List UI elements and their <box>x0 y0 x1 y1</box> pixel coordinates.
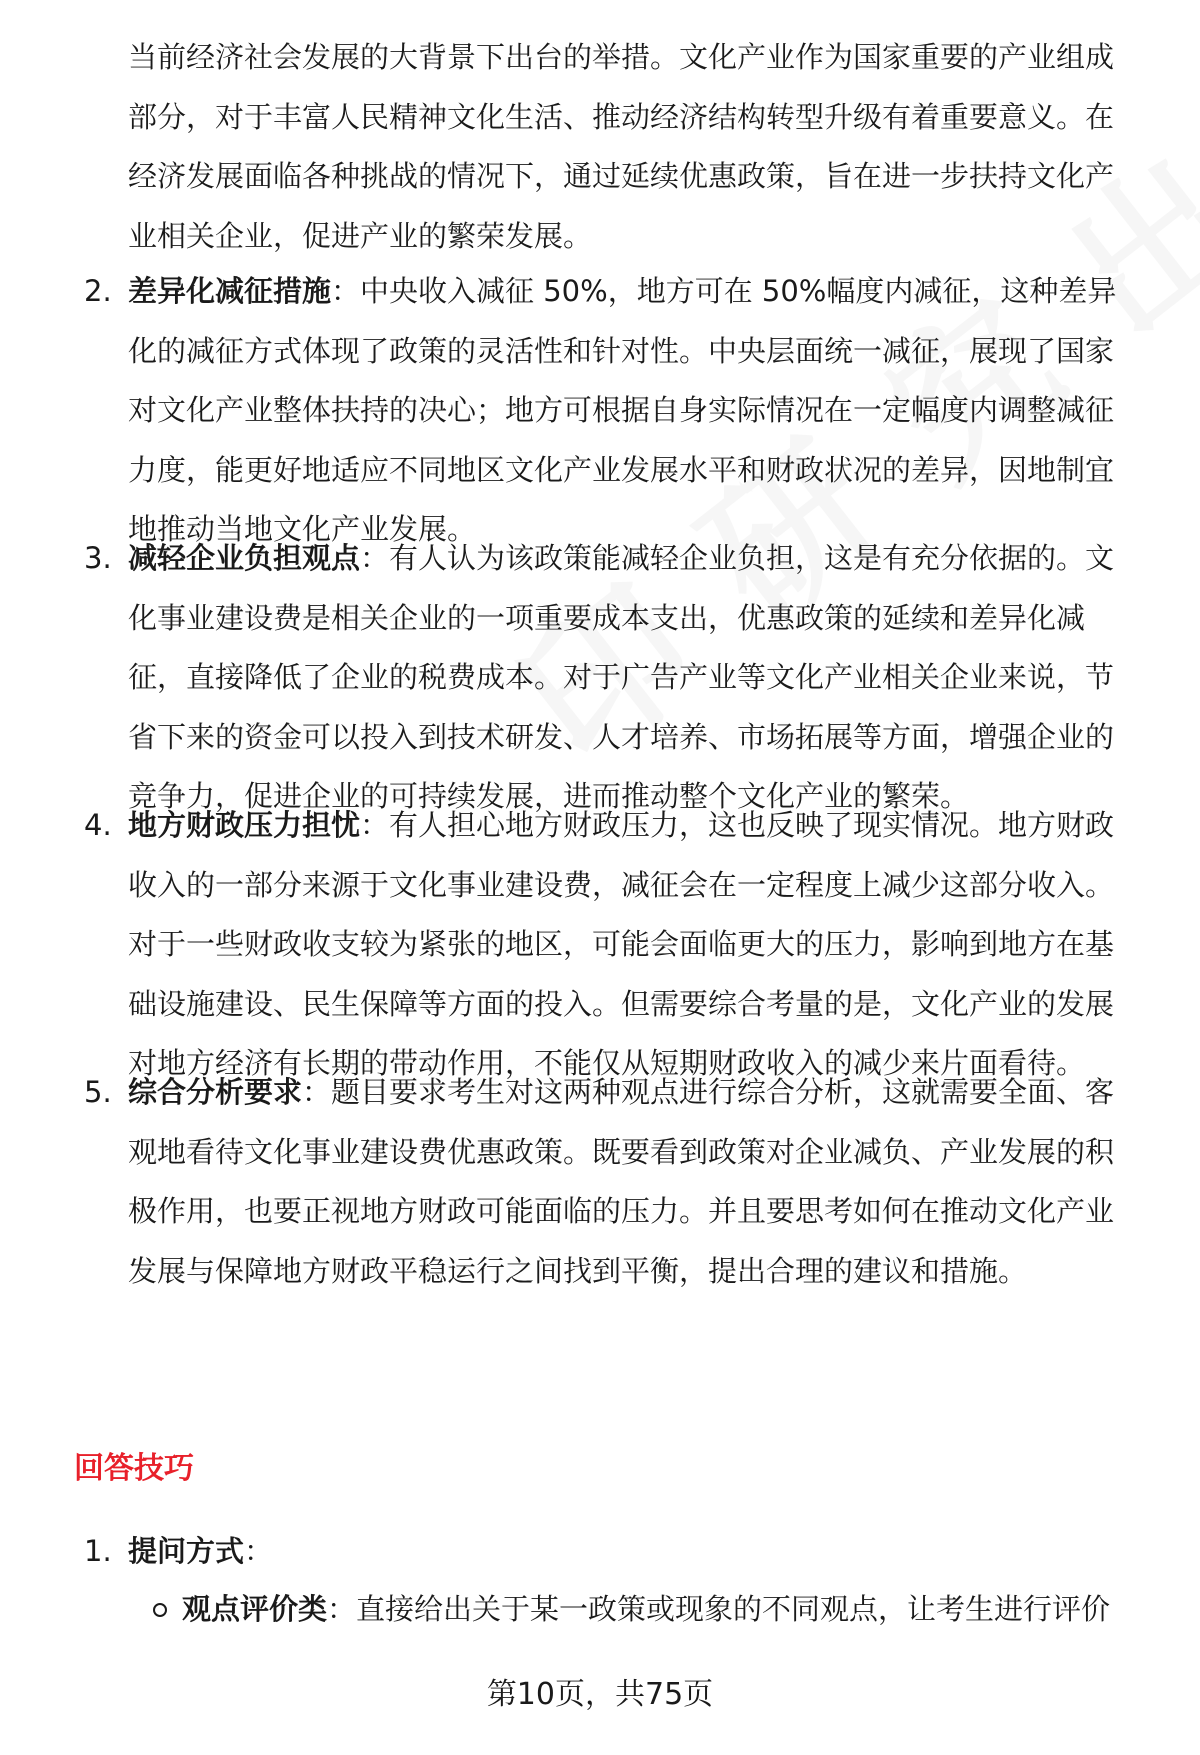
page-number: 第10页，共75页 <box>486 1677 714 1712</box>
list-item-text: ：有人担心地方财政压力，这也反映了现实情况。地方财政收入的一部分来源于文化事业建设费，减征会在一定程度上减少这部分收入。对于一些财政收支较为紧张的地区，可能会面临更大的压力，影响到地方在基础设施建设、民生保障等方面的投入。但需要综合考量的是，文化产业的发展对地方经济有长期的带动作用，不能仅从短期财政收入的减少来片面看待。 <box>128 808 1115 1080</box>
list-item-body <box>128 262 1138 560</box>
sub-list-colon: ： <box>244 1534 274 1568</box>
list-item-number: 4. <box>84 808 112 842</box>
list-item-title: 减轻企业负担观点 <box>128 541 361 575</box>
list-item-text: ：题目要求考生对这两种观点进行综合分析，这就需要全面、客观地看待文化事业建设费优惠政策。既要看到政策对企业减负、产业发展的积极作用，也要正视地方财政可能面临的压力。并且要思考如何在推动文化产业发展与保障地方财政平稳运行之间找到平衡，提出合理的建议和措施。 <box>128 1075 1115 1288</box>
list-item-text: ：中央收入减征 50%，地方可在 50%幅度内减征，这种差异化的减征方式体现了政策的灵活性和针对性。中央层面统一减征，展现了国家对文化产业整体扶持的决心；地方可根据自身实际情况在一定幅度内调整减征力度，能更好地适应不同地区文化产业发展水平和财政状况的差异，因地制宜地推动当地文化产业发展。 <box>128 274 1117 546</box>
list-item-body <box>128 1063 1138 1301</box>
list-item-number: 5. <box>84 1075 112 1109</box>
bullet-circle-icon <box>153 1603 167 1617</box>
bullet-title: 观点评价类 <box>182 1592 328 1626</box>
list-item-number: 3. <box>84 541 112 575</box>
list-item-text: ：有人认为该政策能减轻企业负担，这是有充分依据的。文化事业建设费是相关企业的一项重要成本支出，优惠政策的延续和差异化减征，直接降低了企业的税费成本。对于广告产业等文化产业相关企业来说，节省下来的资金可以投入到技术研发、人才培养、市场拓展等方面，增强企业的竞争力，促进企业的可持续发展，进而推动整个文化产业的繁荣。 <box>128 541 1115 813</box>
intro-paragraph: 当前经济社会发展的大背景下出台的举措。文化产业作为国家重要的产业组成部分，对于丰富人民精神文化生活、推动经济结构转型升级有着重要意义。在经济发展面临各种挑战的情况下，通过延续优惠政策，旨在进一步扶持文化产业相关企业，促进产业的繁荣发展。 <box>128 40 1115 253</box>
list-item-body <box>128 529 1138 827</box>
list-item-title: 综合分析要求 <box>128 1075 303 1109</box>
list-item-title: 差异化减征措施 <box>128 274 332 308</box>
list-item-body <box>128 796 1138 1094</box>
bullet-text: ：直接给出关于某一政策或现象的不同观点，让考生进行评价 <box>327 1592 1111 1626</box>
list-item-number: 2. <box>84 274 112 308</box>
sub-list-number: 1. <box>84 1534 112 1568</box>
bullet-item <box>182 1584 1110 1634</box>
sub-list-title: 提问方式 <box>128 1534 245 1568</box>
section-heading: 回答技巧 <box>74 1451 194 1486</box>
sub-list-item <box>128 1526 273 1576</box>
list-item-title: 地方财政压力担忧 <box>128 808 361 842</box>
